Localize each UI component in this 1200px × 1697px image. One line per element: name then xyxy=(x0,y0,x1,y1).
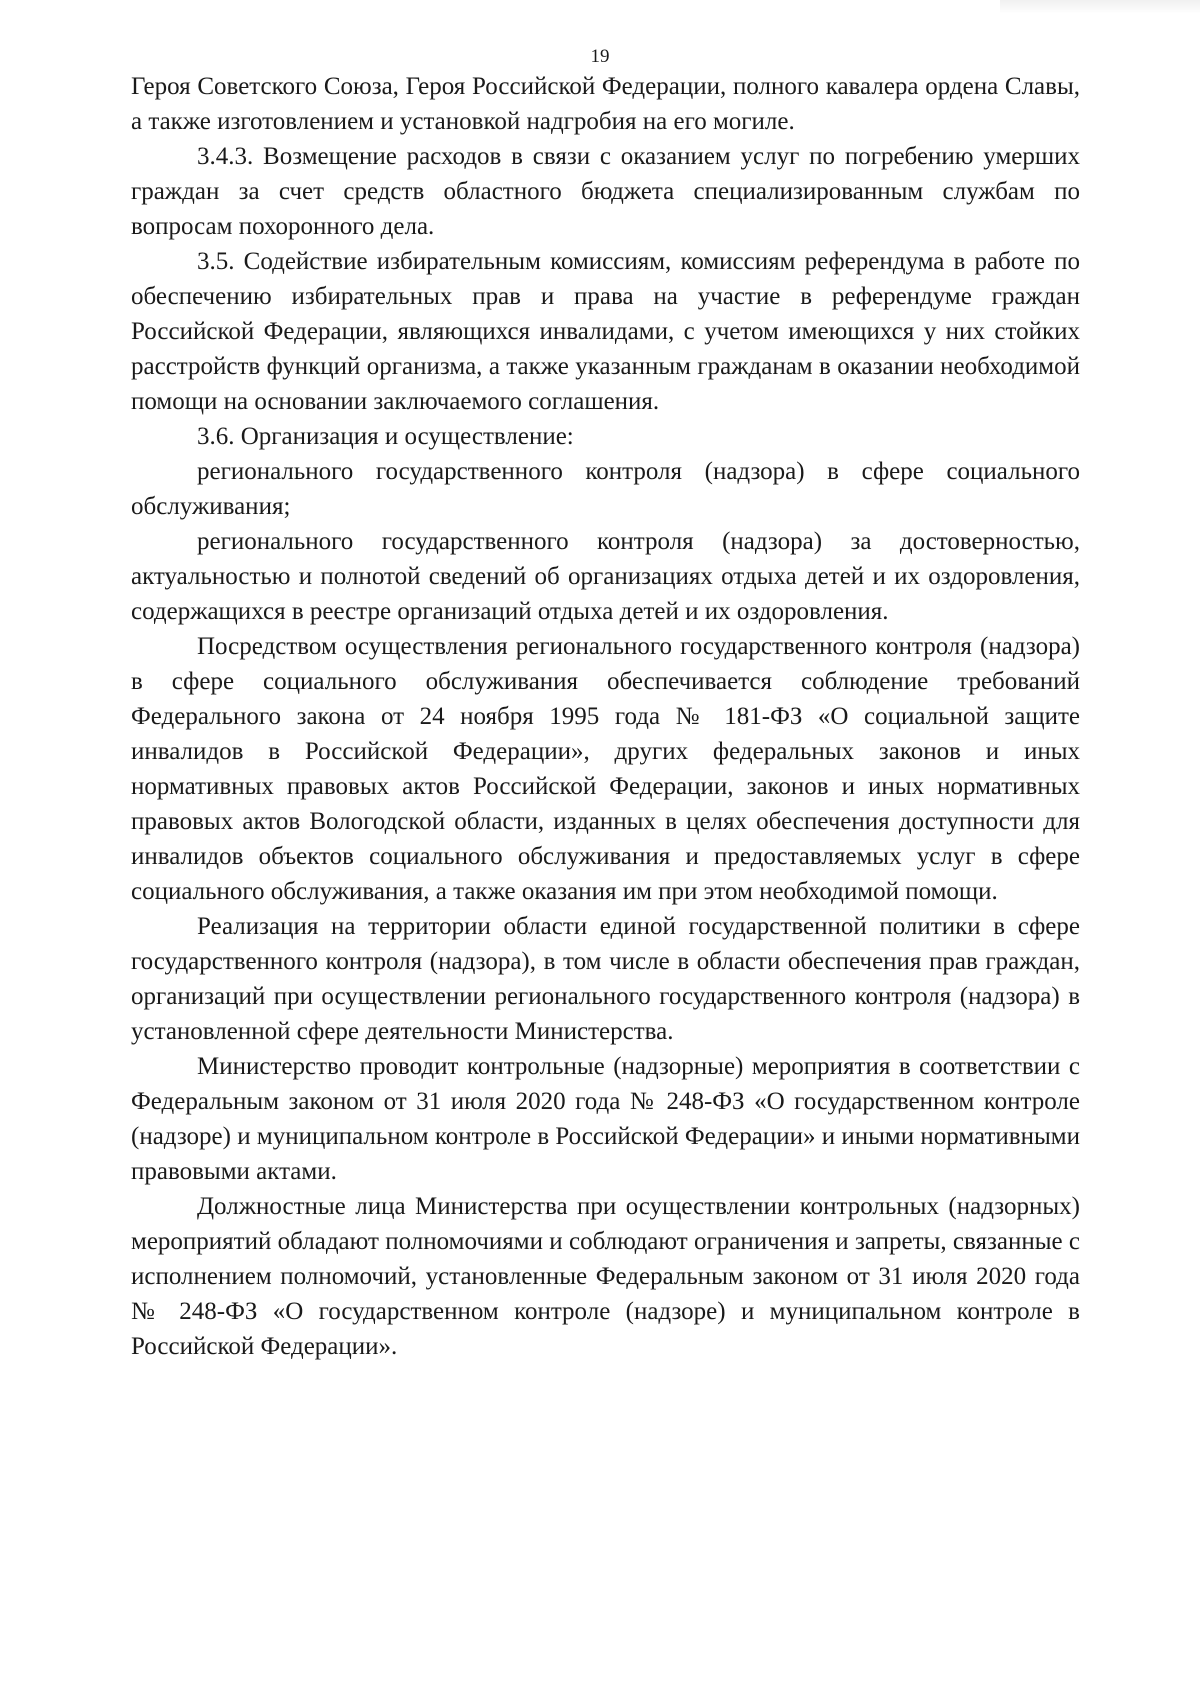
document-body xyxy=(131,69,1080,1364)
paragraph: Министерство проводит контрольные (надзорные) мероприятия в соответствии с Федеральным законом от 31 июля 2020 года № 248-ФЗ «О государственном контроле (надзоре) и муниципальном контроле в Российской Федерации» и иными нормативными правовыми актами. xyxy=(131,1053,1080,1185)
scan-edge-mark xyxy=(1000,0,1200,14)
paragraph: Посредством осуществления регионального государственного контроля (надзора) в сфере социального обслуживания обеспечивается соблюдение требований Федерального закона от 24 ноября 1995 года № 181-ФЗ «О социальной защите инвалидов в Российской Федерации», других федеральных законов и иных нормативных правовых актов Российской Федерации, законов и иных нормативных правовых актов Вологодской области, изданных в целях обеспечения доступности для инвалидов объектов социального обслуживания и предоставляемых услуг в сфере социального обслуживания, а также оказания им при этом необходимой помощи. xyxy=(131,633,1080,905)
paragraph: 3.6. Организация и осуществление: xyxy=(197,423,574,450)
paragraph: 3.4.3. Возмещение расходов в связи с оказанием услуг по погребению умерших граждан за счет средств областного бюджета специализированным службам по вопросам похоронного дела. xyxy=(131,143,1080,240)
page-number: 19 xyxy=(590,46,610,67)
paragraph: Реализация на территории области единой государственной политики в сфере государственного контроля (надзора), в том числе в области обеспечения прав граждан, организаций при осуществлении регионального государственного контроля (надзора) в установленной сфере деятельности Министерства. xyxy=(131,913,1080,1045)
paragraph: регионального государственного контроля (надзора) в сфере социального обслуживания; xyxy=(131,458,1080,520)
paragraph: Героя Советского Союза, Героя Российской Федерации, полного кавалера ордена Славы, а также изготовлением и установкой надгробия на его могиле. xyxy=(131,73,1080,135)
paragraph: 3.5. Содействие избирательным комиссиям, комиссиям референдума в работе по обеспечению избирательных прав и права на участие в референдуме граждан Российской Федерации, являющихся инвалидами, с учетом имеющихся у них стойких расстройств функций организма, а также указанным гражданам в оказании необходимой помощи на основании заключаемого соглашения. xyxy=(131,248,1080,415)
paragraph: регионального государственного контроля (надзора) за достоверностью, актуальностью и полнотой сведений об организациях отдыха детей и их оздоровления, содержащихся в реестре организаций отдыха детей и их оздоровления. xyxy=(131,528,1080,625)
paragraph: Должностные лица Министерства при осуществлении контрольных (надзорных) мероприятий обладают полномочиями и соблюдают ограничения и запреты, связанные с исполнением полномочий, установленные Федеральным законом от 31 июля 2020 года № 248-ФЗ «О государственном контроле (надзоре) и муниципальном контроле в Российской Федерации». xyxy=(131,1193,1080,1360)
